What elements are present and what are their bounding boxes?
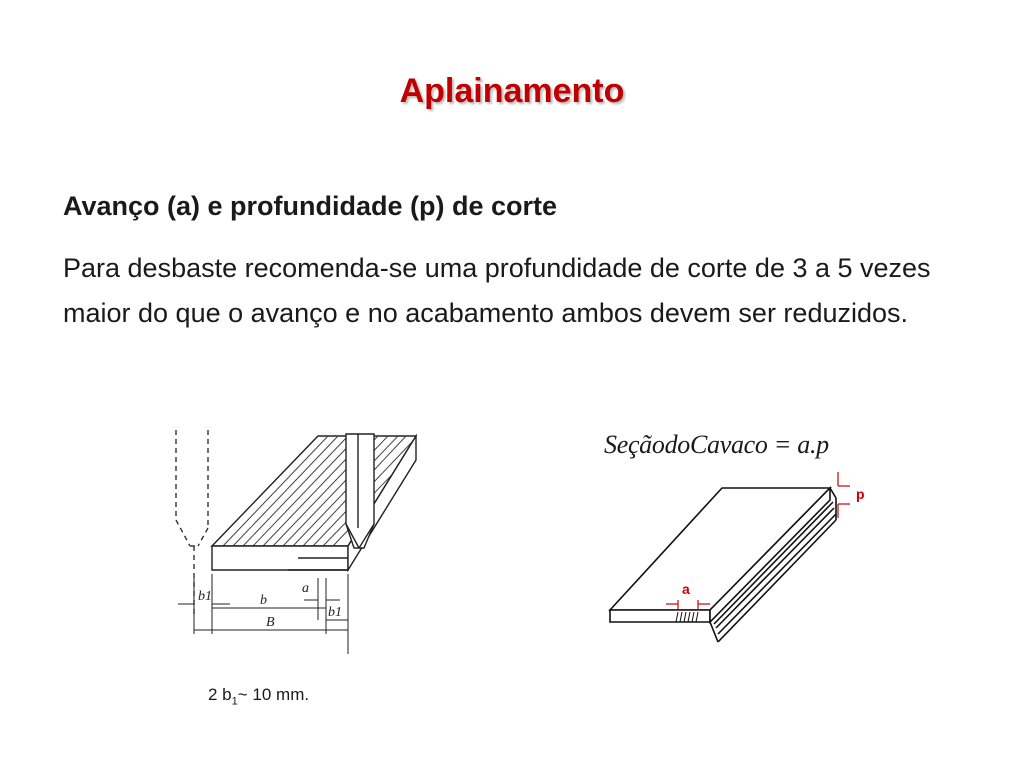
label-a: a	[302, 581, 309, 596]
label-b1-left: b1	[198, 589, 212, 604]
dimension-lines	[178, 574, 348, 654]
caption-prefix: 2 b	[208, 685, 232, 704]
label-a-right: a	[682, 581, 690, 597]
label-b: b	[260, 593, 267, 608]
label-B: B	[266, 615, 275, 630]
slide-title: Aplainamento	[399, 72, 625, 110]
cutting-tool	[346, 434, 374, 548]
plate-top	[610, 488, 830, 610]
dashed-tool-outline	[176, 430, 208, 614]
chip-section-diagram	[600, 428, 880, 650]
caption-subscript: 1	[231, 695, 238, 708]
label-b1-right: b1	[328, 605, 342, 620]
figure-caption	[208, 685, 309, 707]
planing-diagram	[168, 428, 430, 654]
chip-section-formula: SeçãodoCavaco = a.p	[604, 430, 829, 459]
section-subtitle: Avanço (a) e profundidade (p) de corte	[63, 191, 558, 221]
label-p: p	[856, 486, 865, 502]
plate-front	[610, 610, 710, 622]
caption-suffix: ~ 10 mm.	[237, 685, 310, 704]
body-paragraph: Para desbaste recomenda-se uma profundidade de corte de 3 a 5 vezes maior do que o avanço e no acabamento ambos devem ser reduzidos.	[63, 253, 931, 328]
